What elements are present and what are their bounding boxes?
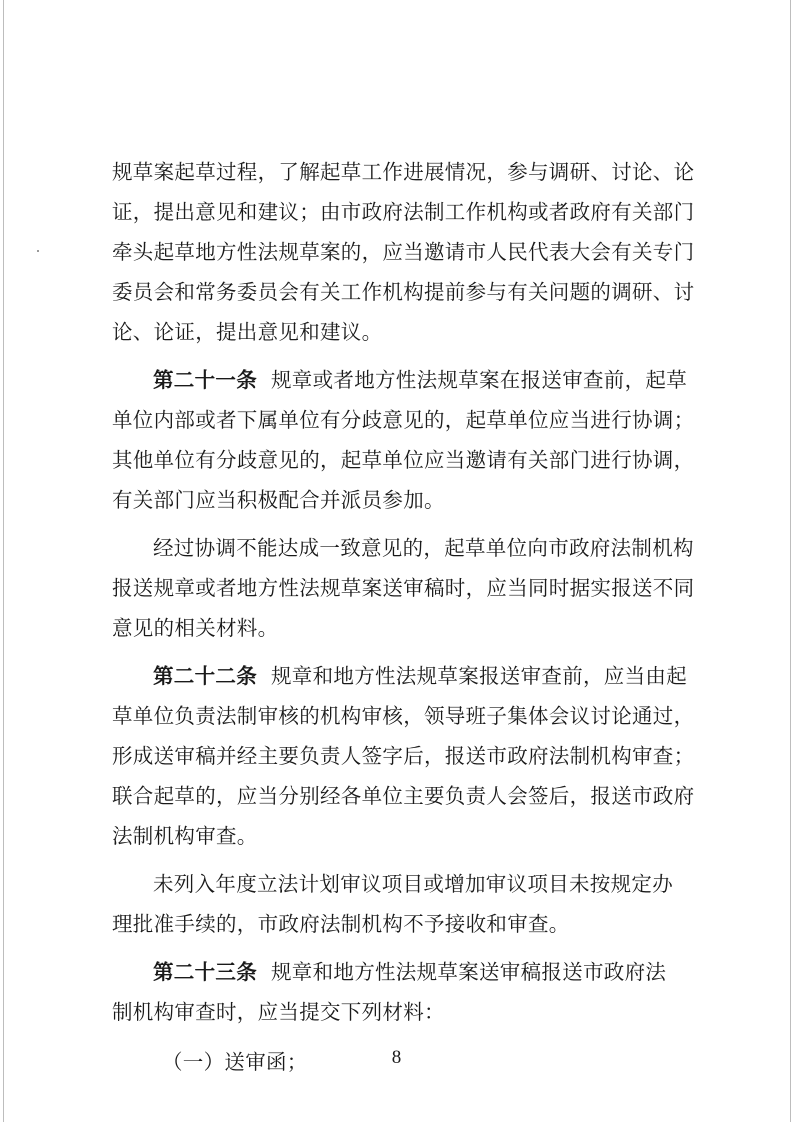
paragraph (112, 864, 712, 944)
text-line: 论、论证，提出意见和建议。 (112, 320, 383, 344)
text-line: 有关部门应当积极配合并派员参加。 (112, 488, 445, 512)
text-line: 形成送审稿并经主要负责人签字后，报送市政府法制机构审查； (112, 744, 695, 768)
text-line: 规草案起草过程，了解起草工作进展情况，参与调研、讨论、论 (112, 160, 695, 184)
article-22 (112, 656, 712, 856)
scan-edge-left (3, 0, 4, 1122)
text-line: 制机构审查时，应当提交下列材料： (112, 1000, 445, 1024)
text-line: 证，提出意见和建议；由市政府法制工作机构或者政府有关部门 (112, 200, 695, 224)
article-21 (112, 360, 712, 520)
paragraph (112, 528, 712, 648)
text-line: 经过协调不能达成一致意见的，起草单位向市政府法制机构 (153, 536, 694, 560)
article-text: 规章和地方性法规草案报送审查前，应当由起 (271, 664, 687, 688)
article-text: 规章或者地方性法规草案在报送审查前，起草 (271, 368, 687, 392)
text-line: （一）送审函； (162, 1050, 308, 1074)
scan-speck (37, 250, 39, 252)
text-line (112, 360, 712, 400)
text-line: 联合起草的，应当分别经各单位主要负责人会签后，报送市政府 (112, 784, 695, 808)
text-line: 报送规章或者地方性法规草案送审稿时，应当同时据实报送不同 (112, 576, 695, 600)
page-number: 8 (391, 1047, 402, 1068)
article-number: 第二十一条 (153, 368, 257, 392)
article-23 (112, 952, 712, 1032)
article-text: 规章和地方性法规草案送审稿报送市政府法 (271, 960, 667, 984)
text-line (112, 656, 712, 696)
text-line: 法制机构审查。 (112, 824, 258, 848)
document-body (112, 152, 712, 1082)
text-line: 理批准手续的，市政府法制机构不予接收和审查。 (112, 912, 570, 936)
text-line (112, 952, 712, 992)
article-number: 第二十三条 (153, 960, 257, 984)
text-line: 委员会和常务委员会有关工作机构提前参与有关问题的调研、讨 (112, 280, 695, 304)
article-number: 第二十二条 (153, 664, 257, 688)
text-line: 意见的相关材料。 (112, 616, 279, 640)
text-line: 其他单位有分歧意见的，起草单位应当邀请有关部门进行协调， (112, 448, 695, 472)
text-line: 草单位负责法制审核的机构审核，领导班子集体会议讨论通过， (112, 704, 695, 728)
paragraph (112, 152, 712, 352)
text-line: 牵头起草地方性法规草案的，应当邀请市人民代表大会有关专门 (112, 240, 695, 264)
text-line: 未列入年度立法计划审议项目或增加审议项目未按规定办 (153, 872, 673, 896)
scan-edge-right (790, 0, 791, 1122)
text-line: 单位内部或者下属单位有分歧意见的，起草单位应当进行协调； (112, 408, 695, 432)
